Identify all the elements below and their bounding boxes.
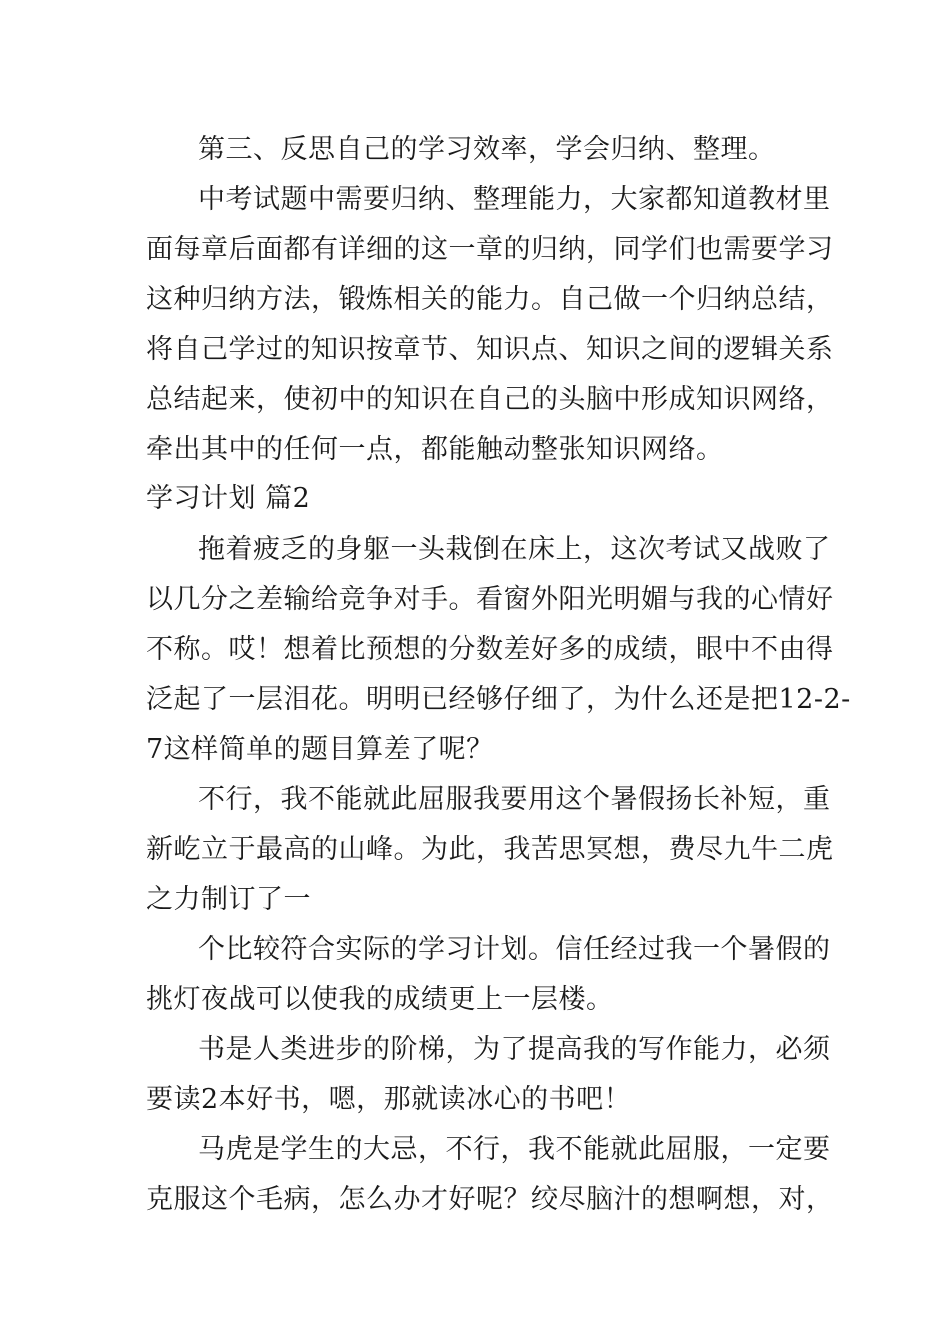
paragraph-line: 这种归纳方法，锻炼相关的能力。自己做一个归纳总结， <box>146 284 834 315</box>
paragraph-line: 牵出其中的任何一点，都能触动整张知识网络。 <box>146 434 724 465</box>
section-heading: 学习计划 篇2 <box>146 483 311 514</box>
paragraph-line: 将自己学过的知识按章节、知识点、知识之间的逻辑关系 <box>146 334 834 365</box>
paragraph-line: 总结起来，使初中的知识在自己的头脑中形成知识网络， <box>146 384 834 415</box>
paragraph-line: 拖着疲乏的身躯一头栽倒在床上，这次考试又战败了 <box>198 534 831 565</box>
paragraph-line: 新屹立于最高的山峰。为此，我苦思冥想，费尽九牛二虎 <box>146 834 834 865</box>
paragraph-line: 要读2本好书，嗯，那就读冰心的书吧！ <box>146 1084 632 1115</box>
paragraph-line: 书是人类进步的阶梯，为了提高我的写作能力，必须 <box>198 1034 831 1065</box>
paragraph-line: 不称。哎！想着比预想的分数差好多的成绩，眼中不由得 <box>146 634 834 665</box>
paragraph-line: 中考试题中需要归纳、整理能力，大家都知道教材里 <box>198 184 831 215</box>
paragraph-line: 个比较符合实际的学习计划。信任经过我一个暑假的 <box>198 934 831 965</box>
paragraph-line: 面每章后面都有详细的这一章的归纳，同学们也需要学习 <box>146 234 834 265</box>
paragraph-line: 之力制订了一 <box>146 884 311 915</box>
paragraph-line: 以几分之差输给竞争对手。看窗外阳光明媚与我的心情好 <box>146 584 834 615</box>
paragraph-line: 泛起了一层泪花。明明已经够仔细了，为什么还是把12-2- <box>146 684 851 715</box>
paragraph-line: 第三、反思自己的学习效率，学会归纳、整理。 <box>198 134 776 165</box>
paragraph-line: 克服这个毛病，怎么办才好呢？绞尽脑汁的想啊想，对， <box>146 1184 834 1215</box>
paragraph-line: 不行，我不能就此屈服我要用这个暑假扬长补短，重 <box>198 784 831 815</box>
paragraph-line: 7这样简单的题目算差了呢？ <box>146 734 494 765</box>
paragraph-line: 马虎是学生的大忌，不行，我不能就此屈服，一定要 <box>198 1134 831 1165</box>
paragraph-line: 挑灯夜战可以使我的成绩更上一层楼。 <box>146 984 614 1015</box>
